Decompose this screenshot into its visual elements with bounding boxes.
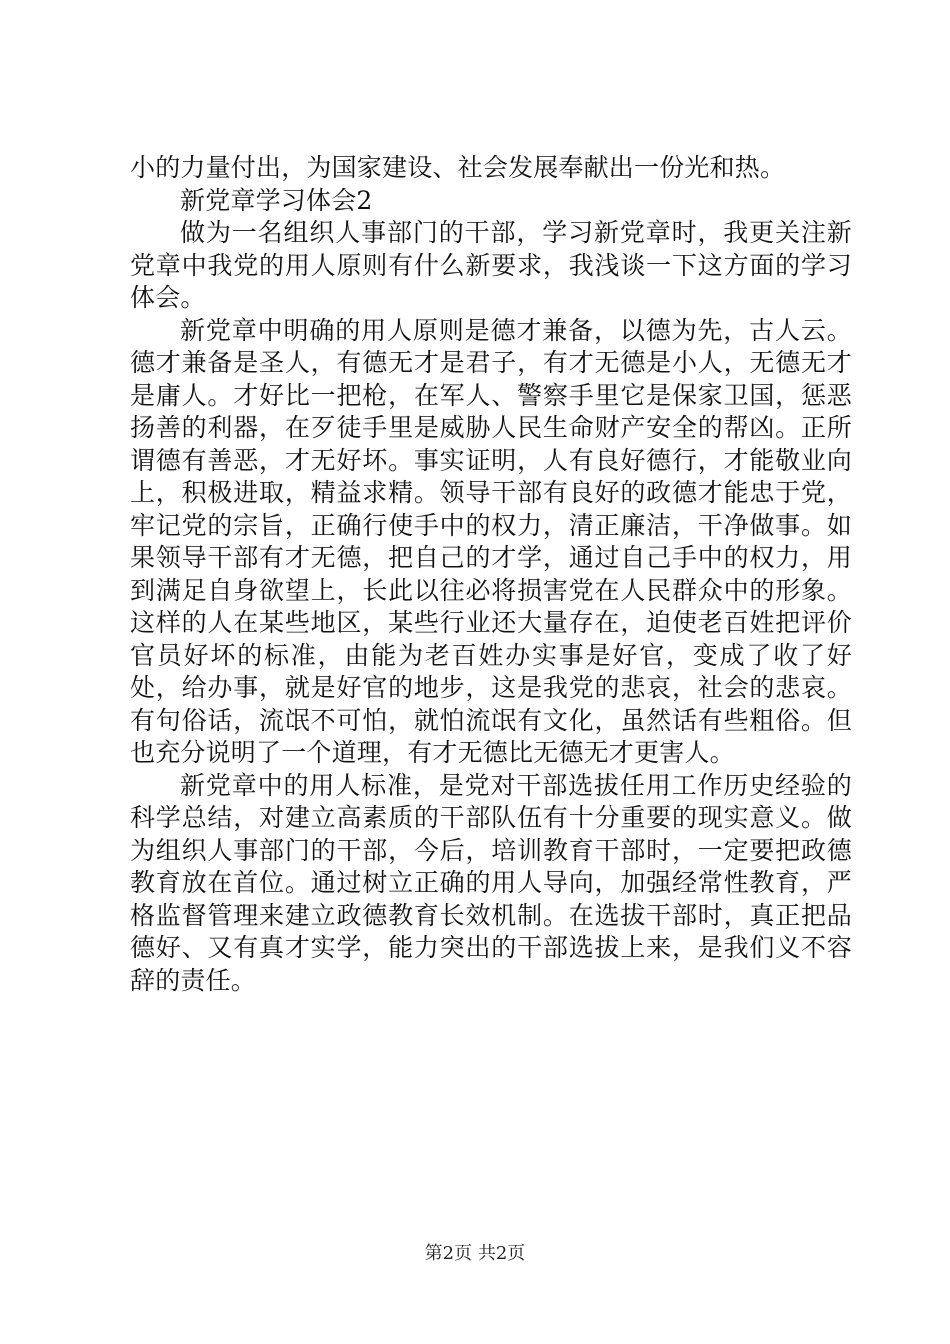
paragraph-continuation: 小的力量付出，为国家建设、社会发展奉献出一份光和热。: [130, 153, 786, 182]
paragraph: 新党章中明确的用人原则是德才兼备，以德为先，古人云。德才兼备是圣人，有德无才是君子，有才无德是小人，无德无才是庸人。才好比一把枪，在军人、警察手里它是保家卫国，惩恶扬善的利器，在歹徒手里是威胁人民生命财产安全的帮凶。正所谓德有善恶，才无好坏。事实证明，人有良好德行，才能敬业向上，积极进取，精益求精。领导干部有良好的政德才能忠于党，牢记党的宗旨，正确行使手中的权力，清正廉洁，干净做事。如果领导干部有才无德，把自己的才学，通过自己手中的权力，用到满足自身欲望上，长此以往必将损害党在人民群众中的形象。这样的人在某些地区，某些行业还大量存在，迫使老百姓把评价官员好坏的标准，由能为老百姓办实事是好官，变成了收了好处，给办事，就是好官的地步，这是我党的悲哀，社会的悲哀。有句俗话，流氓不可怕，就怕流氓有文化，虽然话有些粗俗。但也充分说明了一个道理，有才无德比无德无才更害人。: [130, 315, 852, 767]
section-heading: 新党章学习体会2: [180, 185, 373, 215]
paragraph: 新党章中的用人标准，是党对干部选拔任用工作历史经验的科学总结，对建立高素质的干部队伍有十分重要的现实意义。做为组织人事部门的干部，今后，培训教育干部时，一定要把政德教育放在首位。通过树立正确的用人导向，加强经常性教育，严格监督管理来建立政德教育长效机制。在选拔干部时，真正把品德好、又有真才实学，能力突出的干部选拔上来，是我们义不容辞的责任。: [130, 770, 852, 995]
document-body: [130, 152, 852, 997]
paragraph: 做为一名组织人事部门的干部，学习新党章时，我更关注新党章中我党的用人原则有什么新要求，我浅谈一下这方面的学习体会。: [130, 218, 852, 312]
page-number-footer: 第2页 共2页: [424, 1243, 526, 1264]
